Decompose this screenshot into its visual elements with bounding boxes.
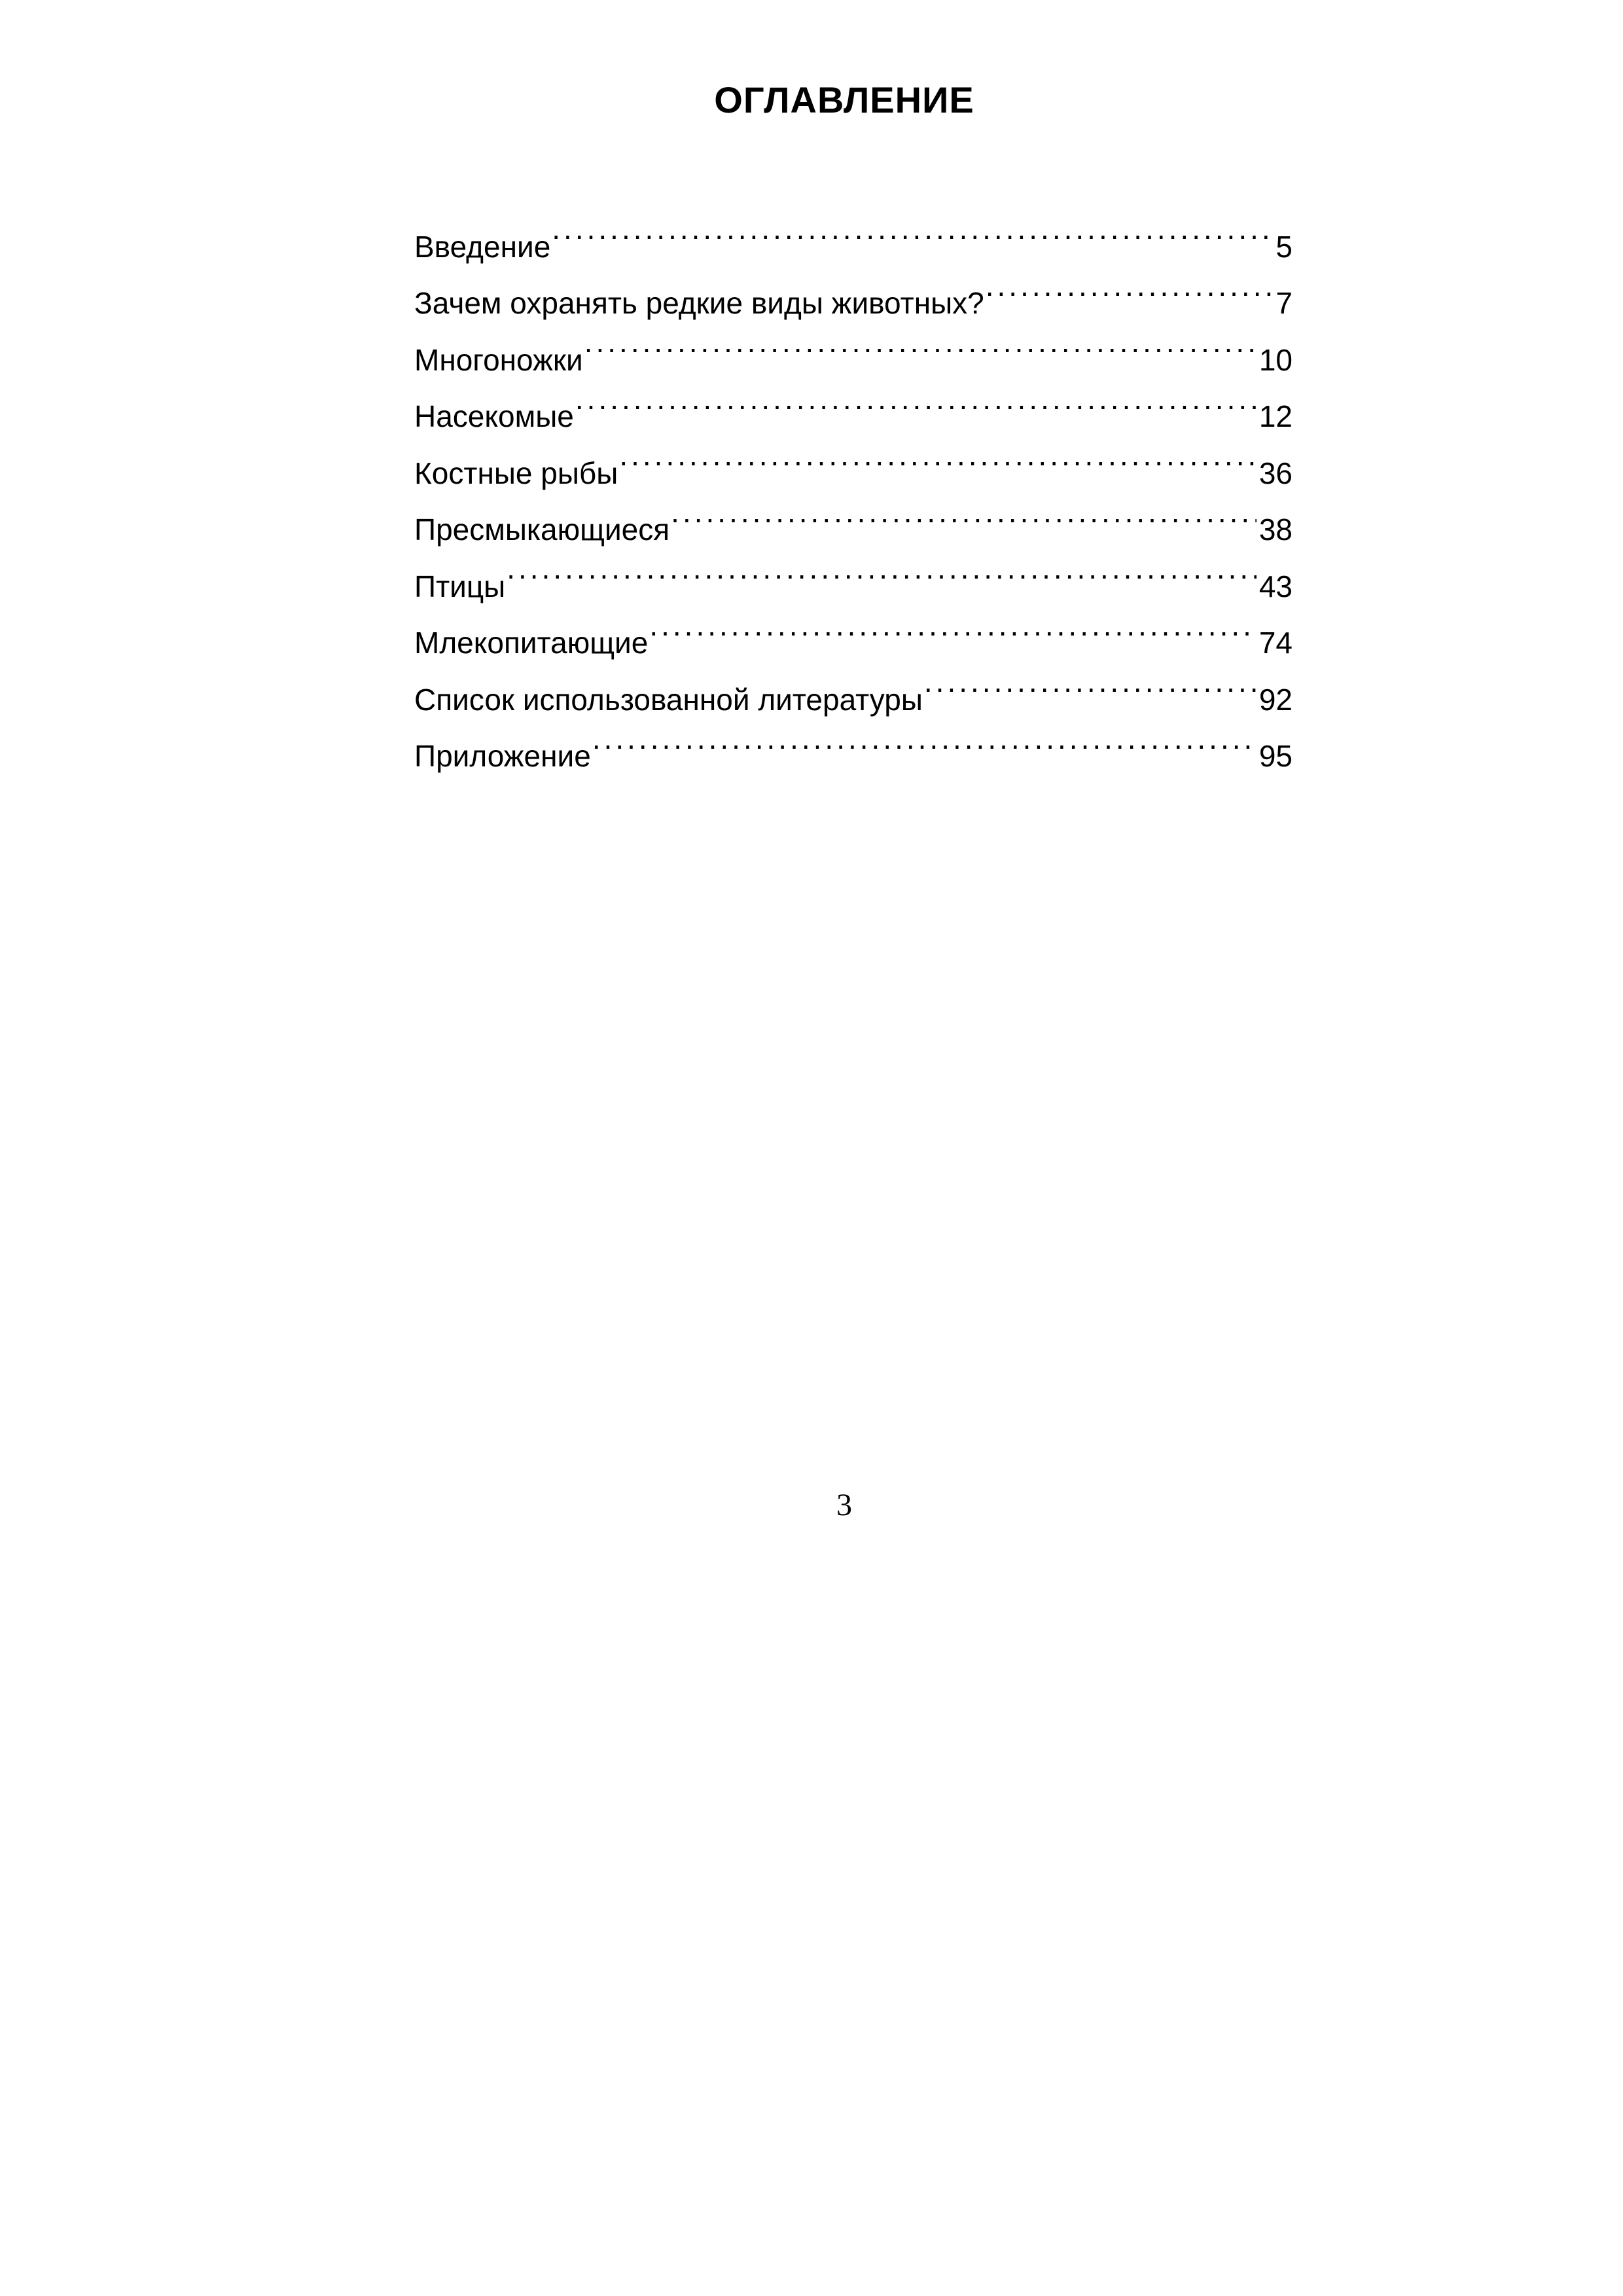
toc-entry (414, 540, 1293, 603)
toc-dot-leader (648, 597, 1256, 654)
toc-entry-label: Птицы (414, 569, 506, 603)
toc-entry-page: 7 (1275, 286, 1293, 320)
toc-dot-leader (550, 200, 1273, 257)
toc-entry-page: 5 (1275, 229, 1293, 264)
toc-dot-leader (618, 427, 1256, 484)
toc-entry (414, 200, 1293, 264)
page-title: ОГЛАВЛЕНИЕ (714, 79, 974, 120)
toc-entry-label: Млекопитающие (414, 626, 649, 660)
toc-dot-leader (591, 710, 1257, 767)
toc-entry-label: Насекомые (414, 399, 574, 433)
toc-entry-label: Введение (414, 229, 551, 264)
toc-dot-leader (574, 370, 1257, 427)
toc-entry-label: Приложение (414, 739, 591, 773)
toc-dot-leader (583, 314, 1257, 370)
toc-entry-label: Список использованной литературы (414, 682, 923, 717)
page-number: 3 (836, 1488, 852, 1522)
toc-entry-page: 92 (1258, 682, 1293, 717)
toc-entry-label: Пресмыкающиеся (414, 512, 670, 547)
toc-entry-page: 10 (1258, 342, 1293, 377)
table-of-contents (414, 200, 1293, 773)
toc-entry-label: Зачем охранять редкие виды животных? (414, 286, 984, 320)
toc-dot-leader (923, 653, 1257, 710)
toc-entry-label: Многоножки (414, 342, 583, 377)
toc-entry (414, 597, 1293, 660)
toc-entry-page: 36 (1258, 456, 1293, 490)
toc-entry-page: 12 (1258, 399, 1293, 433)
toc-entry-page: 43 (1258, 569, 1293, 603)
toc-entry-page: 38 (1258, 512, 1293, 547)
toc-dot-leader (984, 257, 1274, 314)
toc-entry-label: Костные рыбы (414, 456, 618, 490)
toc-dot-leader (669, 484, 1257, 541)
toc-entry-page: 74 (1258, 626, 1293, 660)
toc-dot-leader (505, 540, 1257, 597)
toc-entry-page: 95 (1258, 739, 1293, 773)
